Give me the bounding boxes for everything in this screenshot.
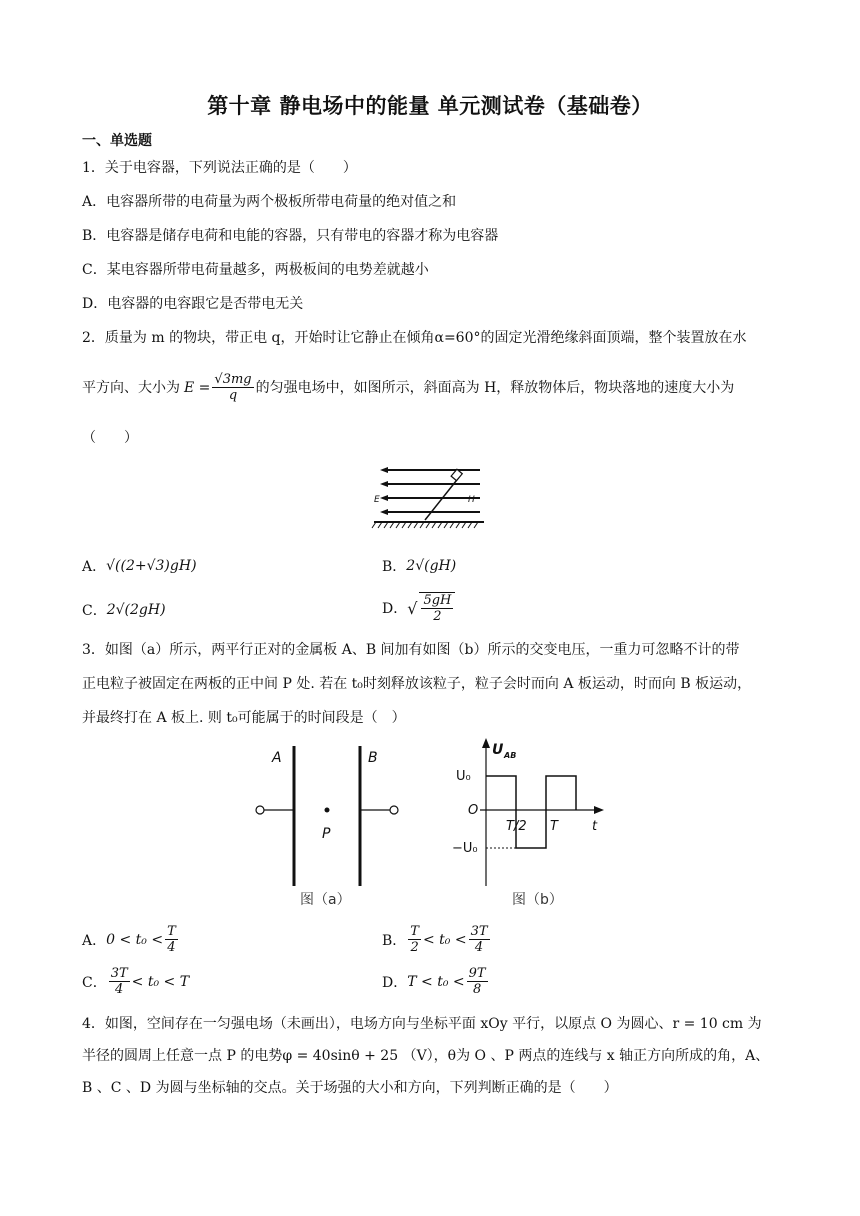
q3-fig-b-label-t-axis: t xyxy=(592,819,598,834)
q2-field-den: q xyxy=(228,388,238,403)
q3-fig-b-label-t: T xyxy=(550,819,558,834)
q3-fig-a-label-a: A xyxy=(272,750,282,766)
q3-option-c-fraction xyxy=(109,966,130,997)
q2-stem-line2 xyxy=(82,372,734,403)
q2-option-a xyxy=(82,556,197,576)
q3-figure-a xyxy=(250,738,410,910)
q3-option-d-pre: T < t₀ < xyxy=(407,973,465,990)
q2-fig-label-h: H xyxy=(468,495,475,505)
q3-option-b-fraction2 xyxy=(469,924,490,955)
page-title: 第十章 静电场中的能量 单元测试卷（基础卷） xyxy=(207,94,653,118)
q3-option-a xyxy=(82,924,180,955)
q2-option-b-label: B． xyxy=(382,559,407,575)
q3-option-d-fraction xyxy=(467,966,488,997)
q2-option-b xyxy=(382,556,456,576)
q3-line3: 并最终打在 A 板上. 则 t₀可能属于的时间段是（ ） xyxy=(82,710,406,726)
q2-field-num: √3mg xyxy=(214,372,252,387)
q2-option-d-sqrt-sign: √ xyxy=(407,598,418,618)
q3-option-b-den: 2 xyxy=(410,940,419,955)
q3-fig-b-caption: 图（b） xyxy=(512,892,563,908)
q3-fig-b-label-u-sub: AB xyxy=(504,751,517,760)
q3-option-c xyxy=(82,966,189,997)
q3-fig-b-label-neg-u0: −U₀ xyxy=(452,841,478,856)
q3-option-b-fraction1 xyxy=(408,924,421,955)
q3-fig-b-label-o: O xyxy=(468,803,479,818)
q1-option-a: A．电容器所带的电荷量为两个极板所带电荷量的绝对值之和 xyxy=(82,194,457,210)
q3-option-b xyxy=(382,924,492,955)
q3-figure-b xyxy=(450,736,610,912)
q4-line3: B 、C 、D 为圆与坐标轴的交点。关于场强的大小和方向，下列判断正确的是（ ） xyxy=(82,1080,618,1096)
q2-fig-label-e: E xyxy=(374,495,380,505)
q4-line2: 半径的圆周上任意一点 P 的电势φ = 40sinθ + 25 （V），θ为 O 、P 两点的连线与 x 轴正方向所成的角，A、 xyxy=(82,1048,770,1064)
section-heading: 一、单选题 xyxy=(82,133,152,149)
q3-option-a-pre: 0 < t₀ < xyxy=(106,931,164,948)
q1-stem: 1．关于电容器，下列说法正确的是（ ） xyxy=(82,160,357,176)
q3-fig-a-label-b: B xyxy=(368,750,378,766)
q2-field-expr: E = xyxy=(184,379,211,396)
q1-option-c: C．某电容器所带电荷量越多，两极板间的电势差就越小 xyxy=(82,262,429,278)
q3-option-d-den: 8 xyxy=(472,982,482,997)
q2-option-d xyxy=(382,592,457,624)
q2-bracket: （ ） xyxy=(82,430,138,446)
q1-option-b: B．电容器是储存电荷和电能的容器，只有带电的容器才称为电容器 xyxy=(82,228,499,244)
q3-option-b-den2: 4 xyxy=(474,940,484,955)
q3-fig-b-label-u0: U₀ xyxy=(456,769,471,784)
q2-stem-line1: 2．质量为 m 的物块，带正电 q，开始时让它静止在倾角α=60°的固定光滑绝缘斜面顶端，整个装置放在水 xyxy=(82,330,747,346)
q2-figure xyxy=(370,462,486,532)
q2-stem-line2-b: 的匀强电场中，如图所示，斜面高为 H，释放物体后，物块落地的速度大小为 xyxy=(255,379,735,396)
q3-option-b-num2: 3T xyxy=(470,924,488,939)
q2-option-c-expr: 2√(2gH) xyxy=(106,602,166,618)
q3-option-a-num: T xyxy=(167,924,176,939)
q3-option-a-den: 4 xyxy=(167,940,176,955)
q3-option-d-label: D． xyxy=(382,974,408,991)
q2-option-c-label: C． xyxy=(82,603,107,619)
q3-fig-a-label-p: P xyxy=(322,826,331,842)
q3-option-b-mid: < t₀ < xyxy=(422,931,467,948)
q3-option-a-label: A． xyxy=(82,932,107,949)
q3-option-a-fraction xyxy=(165,924,178,955)
q3-fig-b-label-u: U xyxy=(492,742,504,758)
q2-option-d-fraction xyxy=(419,592,455,624)
q4-line1: 4．如图，空间存在一匀强电场（未画出），电场方向与坐标平面 xOy 平行，以原点 O 为圆心、r = 10 cm 为 xyxy=(82,1016,762,1032)
q2-option-a-expr: √((2+√3)gH) xyxy=(106,558,197,574)
q3-option-c-den: 4 xyxy=(115,982,124,997)
q2-stem-line2-a: 平方向、大小为 xyxy=(82,379,180,396)
q3-option-c-num: 3T xyxy=(110,966,128,981)
q3-option-b-num: T xyxy=(410,924,419,939)
q3-option-c-post: < t₀ < T xyxy=(131,973,190,990)
q3-option-d xyxy=(382,966,490,997)
q3-line1: 3．如图（a）所示，两平行正对的金属板 A、B 间加有如图（b）所示的交变电压，一重力可忽略不计的带 xyxy=(82,642,740,658)
q1-option-d: D．电容器的电容跟它是否带电无关 xyxy=(82,296,304,312)
q2-option-a-label: A． xyxy=(82,559,107,575)
q2-option-d-label: D． xyxy=(382,601,408,617)
q3-fig-b-label-t-half: T/2 xyxy=(506,819,527,834)
q2-field-fraction xyxy=(212,372,253,403)
q2-option-c xyxy=(82,600,166,620)
q3-line2: 正电粒子被固定在两板的正中间 P 处. 若在 t₀时刻释放该粒子，粒子会时而向 A 板运动，时而向 B 板运动， xyxy=(82,676,752,692)
q2-option-d-den: 2 xyxy=(433,609,442,624)
q3-fig-a-caption: 图（a） xyxy=(300,892,351,908)
q3-option-d-num: 9T xyxy=(468,966,486,981)
q3-option-c-label: C． xyxy=(82,974,107,991)
q3-option-b-label: B． xyxy=(382,932,407,949)
q2-option-d-num: 5gH xyxy=(423,593,452,608)
q2-option-b-expr: 2√(gH) xyxy=(406,558,457,574)
